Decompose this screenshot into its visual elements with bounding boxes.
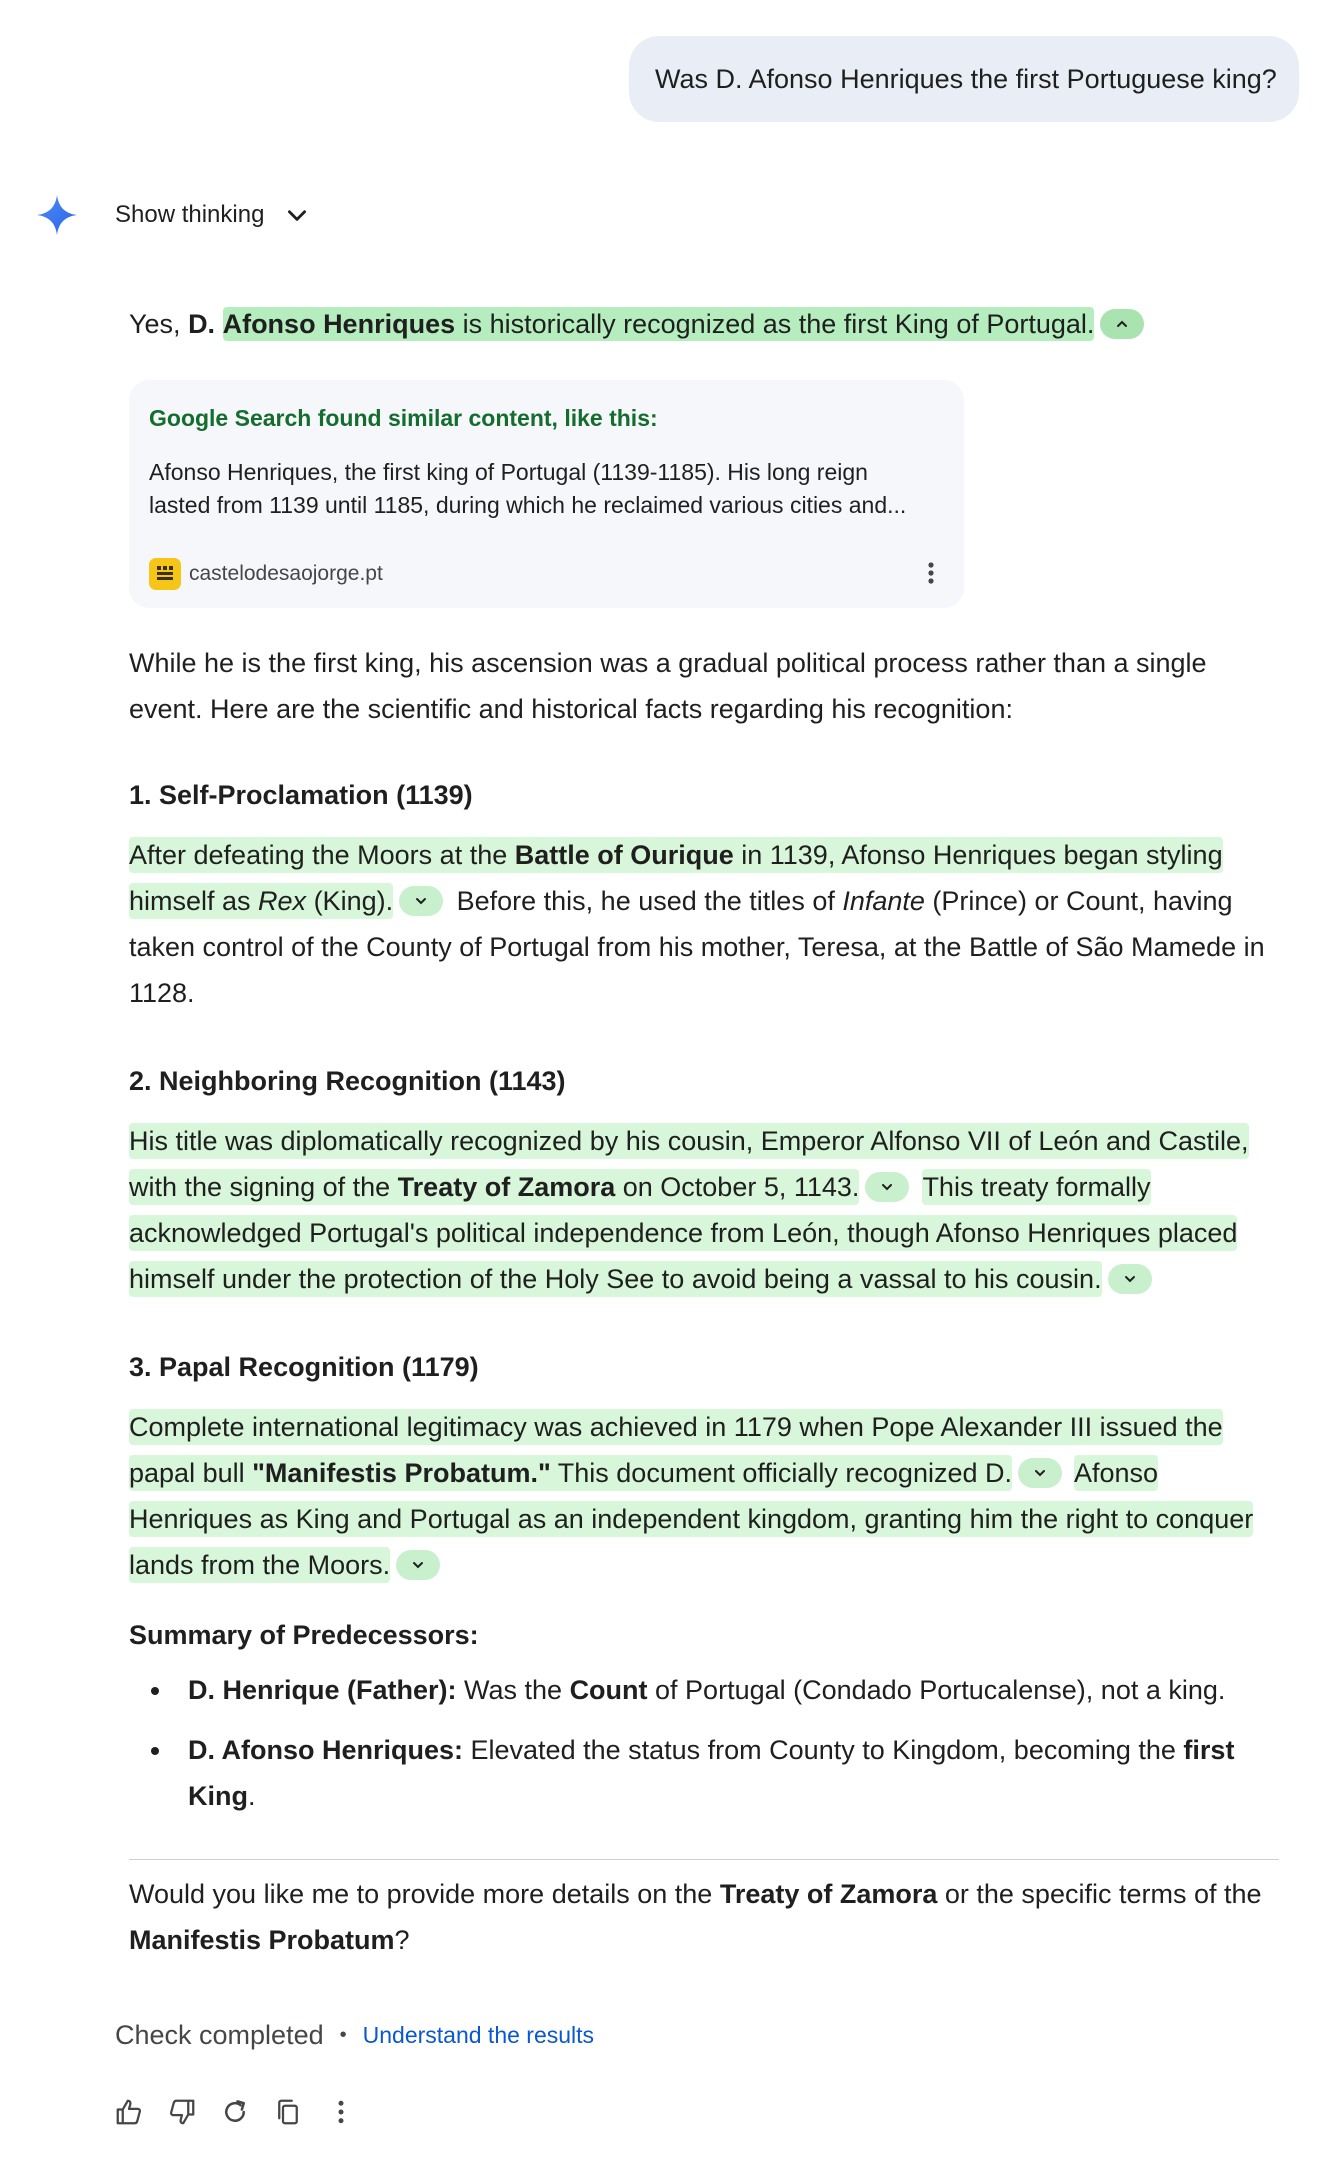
source-domain[interactable]: castelodesaojorge.pt [189,562,383,585]
section-2-line-2: with the signing of the Treaty of Zamora on October 5, 1143. This treaty formally [129,1164,1289,1210]
intro-prefix: Yes, [129,309,189,339]
section-3-line-3: Henriques as King and Portugal as an independent kingdom, granting him the right to conquer [129,1496,1289,1542]
intro-bold-name: Afonso Henriques [222,309,456,339]
summary-heading: Summary of Predecessors: [129,1620,479,1650]
section-3-heading: 3. Papal Recognition (1179) [129,1352,479,1382]
context-line-1: While he is the first king, his ascension was a gradual political process rather than a single [129,648,1207,678]
section-3-paragraph [129,1404,1289,1588]
chevron-down-icon [414,894,428,908]
chevron-down-icon [880,1180,894,1194]
source-card[interactable] [129,380,964,608]
source-chip[interactable] [396,1550,440,1580]
chevron-down-icon [1033,1466,1047,1480]
source-chip[interactable] [865,1172,909,1202]
context-line-2: event. Here are the scientific and historical facts regarding his recognition: [129,694,1013,724]
intro-paragraph [129,301,1150,347]
section-2-line-4: himself under the protection of the Holy See to avoid being a vassal to his cousin. [129,1256,1289,1302]
response-actions [112,2095,377,2129]
section-1-line-4: 1128. [129,978,195,1008]
check-completed-text: Check completed [115,2020,324,2050]
section-2-line-3: acknowledged Portugal's political independence from León, though Afonso Henriques placed [129,1210,1289,1256]
thumbs-up-icon[interactable] [112,2095,146,2129]
source-chip[interactable] [1108,1264,1152,1294]
user-message-text: Was D. Afonso Henriques the first Portuguese king? [655,63,1277,94]
divider [129,1859,1279,1860]
list-item: D. Henrique (Father): Was the Count of Portugal (Condado Portucalense), not a king. [129,1667,1289,1713]
context-paragraph [129,640,1289,732]
thumbs-down-icon[interactable] [165,2095,199,2129]
source-chip[interactable] [399,886,443,916]
chevron-down-icon [284,202,310,228]
source-card-title: Google Search found similar content, like this: [149,405,658,431]
snippet-line-1: Afonso Henriques, the first king of Portugal (1139-1185). His long reign [149,459,868,485]
gemini-spark-icon [36,194,78,236]
followup-question: Would you like me to provide more details on the Treaty of Zamora or the specific terms of the Manifestis Probatum? [129,1879,1262,1955]
section-1-line-1: After defeating the Moors at the Battle of Ourique in 1139, Afonso Henriques began styling [129,832,1289,878]
more-vert-icon[interactable] [324,2095,358,2129]
show-thinking-toggle[interactable] [36,190,310,240]
section-3-line-4: lands from the Moors. [129,1542,1289,1588]
snippet-line-2: lasted from 1139 until 1185, during which he reclaimed various cities and... [149,492,907,518]
section-1-paragraph [129,832,1289,1016]
source-card-footer [149,558,944,590]
understand-results-link[interactable]: Understand the results [362,2022,595,2048]
source-more-icon[interactable] [918,558,944,588]
chevron-down-icon [1123,1272,1137,1286]
section-1-line-3: taken control of the County of Portugal from his mother, Teresa, at the Battle of São Mamede in [129,932,1265,962]
intro-rest: is historically recognized as the first King of Portugal. [455,309,1095,339]
summary-list [129,1667,1289,1819]
source-chip-expanded[interactable] [1100,309,1144,339]
check-status-row [115,2020,594,2051]
copy-icon[interactable] [271,2095,305,2129]
list-item: D. Afonso Henriques: Elevated the status from County to Kingdom, becoming the first King. [129,1727,1289,1819]
separator-dot: • [339,2024,347,2046]
section-3-line-1: Complete international legitimacy was achieved in 1179 when Pope Alexander III issued the [129,1404,1289,1450]
section-2-heading: 2. Neighboring Recognition (1143) [129,1066,566,1096]
intro-bold-d: D. [188,309,216,339]
section-1-heading: 1. Self-Proclamation (1139) [129,780,473,810]
regenerate-icon[interactable] [218,2095,252,2129]
section-3-line-2: papal bull "Manifestis Probatum." This document officially recognized D. Afonso [129,1450,1289,1496]
source-card-snippet [149,456,944,522]
section-2-paragraph [129,1118,1289,1302]
chevron-down-icon [411,1558,425,1572]
site-favicon-icon [149,558,181,590]
section-1-line-2: himself as Rex (King). Before this, he used the titles of Infante (Prince) or Count, having [129,878,1289,924]
show-thinking-label: Show thinking [115,201,265,228]
section-2-line-1: His title was diplomatically recognized by his cousin, Emperor Alfonso VII of León and Castile, [129,1118,1289,1164]
source-chip[interactable] [1018,1458,1062,1488]
user-message-bubble [629,36,1299,122]
chevron-up-icon [1115,317,1129,331]
